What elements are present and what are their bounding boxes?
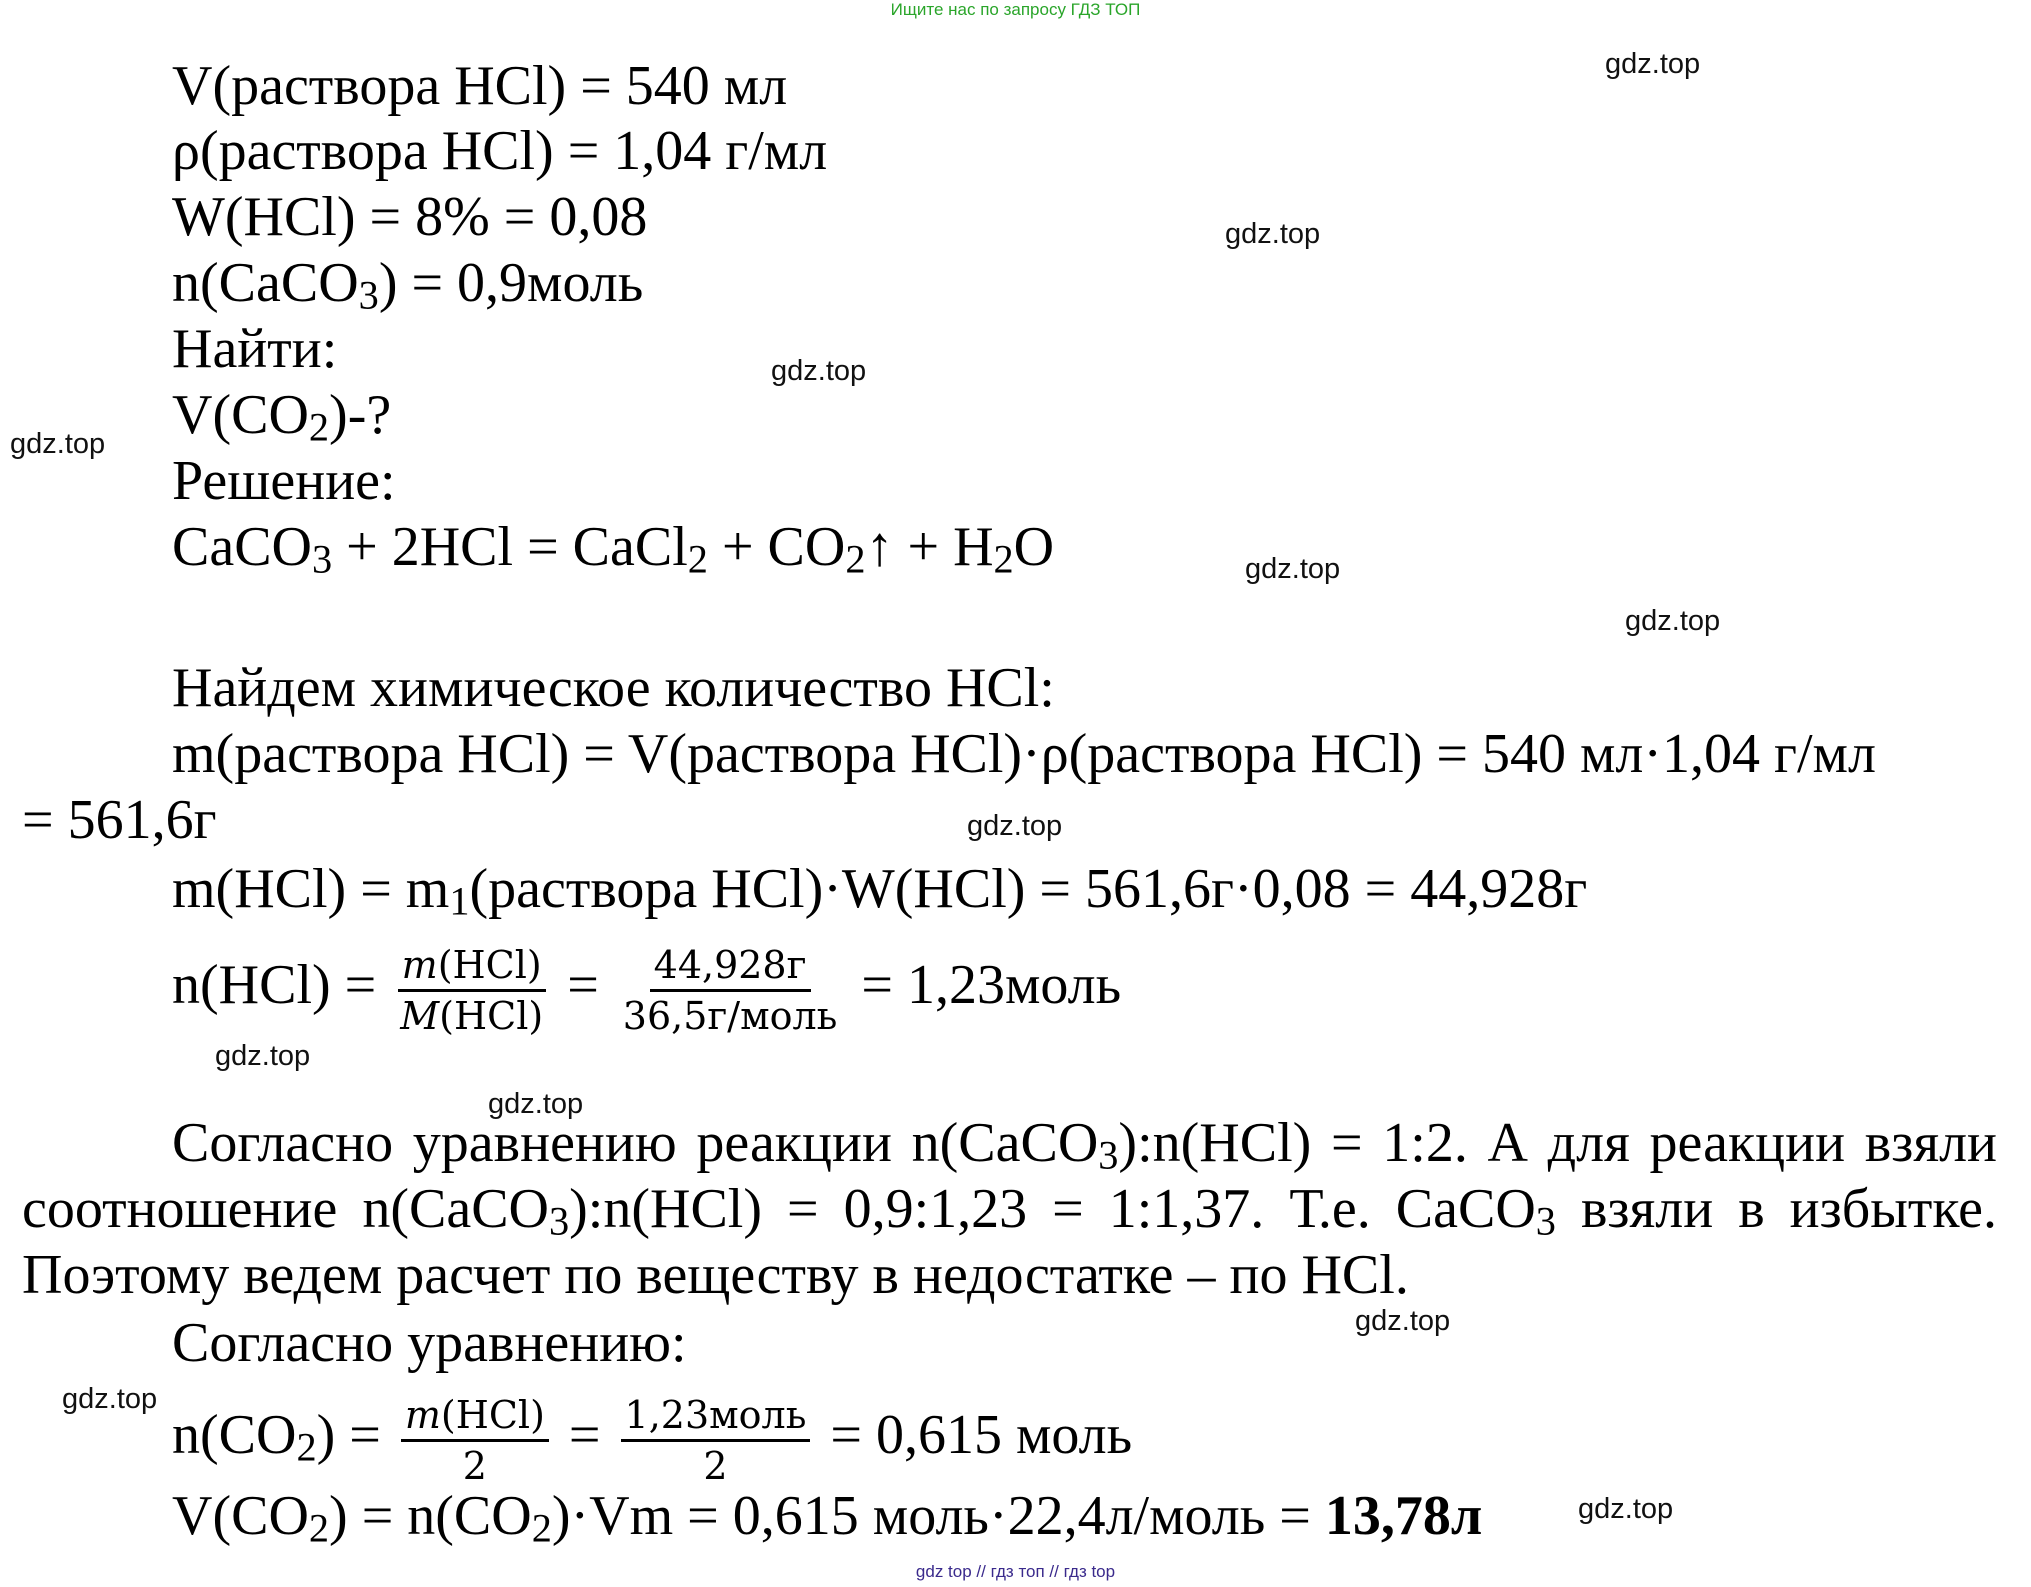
- co2-volume-formula: $V(CO_2) = n(CO_2)\cdot Vm = 0,615$ моль·22,4л/моль = 13,78л: [172, 1485, 1483, 1551]
- find-co2-volume: $V(CO_2)-$?: [172, 384, 392, 450]
- given-density: ρ(раствора HCl) = 1,04 г/мл: [172, 120, 828, 182]
- watermark: gdz.top: [10, 428, 106, 460]
- solution-mass-result: = 561,6г: [22, 789, 217, 851]
- given-volume: V(раствора HCl) = 540 мл: [172, 55, 788, 117]
- given-mass-fraction: W(HCl) = 8% = 0,08: [172, 186, 648, 248]
- watermark: gdz.top: [62, 1383, 158, 1415]
- hcl-heading: Найдем химическое количество HCl:: [172, 657, 1055, 719]
- top-banner[interactable]: Ищите нас по запросу ГДЗ ТОП: [890, 0, 1141, 19]
- footer-links[interactable]: gdz top // гдз топ // гдз top: [915, 1562, 1116, 1581]
- hcl-amount-formula: n(HCl) = $\frac{\text{m(HCl)}}{\text{M(HCl)}}$ = $\frac{44,928г}{\text{36,5г/моль}}$ = 1,23моль: [172, 942, 1122, 1038]
- reaction-equation: CaCO$_3$ + 2HCl = CaCl$_2$ + $CO_2↑ + H_2O$: [172, 516, 1055, 582]
- hcl-mass-formula: $m(HCl) = m_1(раствора$ HCl)·W(HCl) = 561,6г·0,08 = 44,928г: [172, 858, 1588, 924]
- watermark: gdz.top: [1605, 48, 1701, 80]
- given-amount-caco3: n(CaCO$_3$) = 0,9моль: [172, 252, 644, 318]
- watermark: gdz.top: [1355, 1305, 1451, 1337]
- ratio-paragraph: Согласно уравнению реакции n(CaCO$_3$):n(HCl) = 1:2. А для реакции взяли соотношение n(CaCO$_3$):n(HCl) = 0,9:1,23 = 1:1,37. Т.е. CaCO$_3$ взяли в избытке. Поэтому ведем расчет по веществу в недостатке – по HCl.: [22, 1112, 1998, 1306]
- co2-amount-formula: $n(CO_2)$ = $\frac{\text{m(HCl)}}{2}$ = $\frac{\text{1,23моль}}{2}$ = 0,615 моль: [172, 1392, 1133, 1488]
- fraction-mass-over-molar: $\frac{\text{m(HCl)}}{\text{M(HCl)}}$: [396, 941, 547, 1040]
- find-label: Найти:: [172, 318, 338, 380]
- solution-label: Решение:: [172, 450, 396, 512]
- watermark: gdz.top: [771, 355, 867, 387]
- watermark: gdz.top: [1245, 553, 1341, 585]
- solution-mass-formula: m(раствора HCl) = V(раствора HCl)·ρ(раствора HCl) = 540 мл·1,04 г/мл: [172, 723, 1876, 785]
- watermark: gdz.top: [1225, 218, 1321, 250]
- fraction-values: $\frac{44,928г}{\text{36,5г/моль}}$: [622, 942, 838, 1038]
- fraction-mass-over-two: $\frac{\text{m(HCl)}}{2}$: [401, 1391, 549, 1490]
- watermark: gdz.top: [1578, 1493, 1674, 1525]
- watermark: gdz.top: [1625, 605, 1721, 637]
- watermark: gdz.top: [215, 1040, 311, 1072]
- watermark: gdz.top: [967, 810, 1063, 842]
- fraction-amount-over-two: $\frac{\text{1,23моль}}{2}$: [621, 1391, 811, 1490]
- final-answer: 13,78л: [1324, 1485, 1483, 1547]
- watermark: gdz.top: [488, 1088, 584, 1120]
- co2-heading: Согласно уравнению:: [172, 1312, 687, 1374]
